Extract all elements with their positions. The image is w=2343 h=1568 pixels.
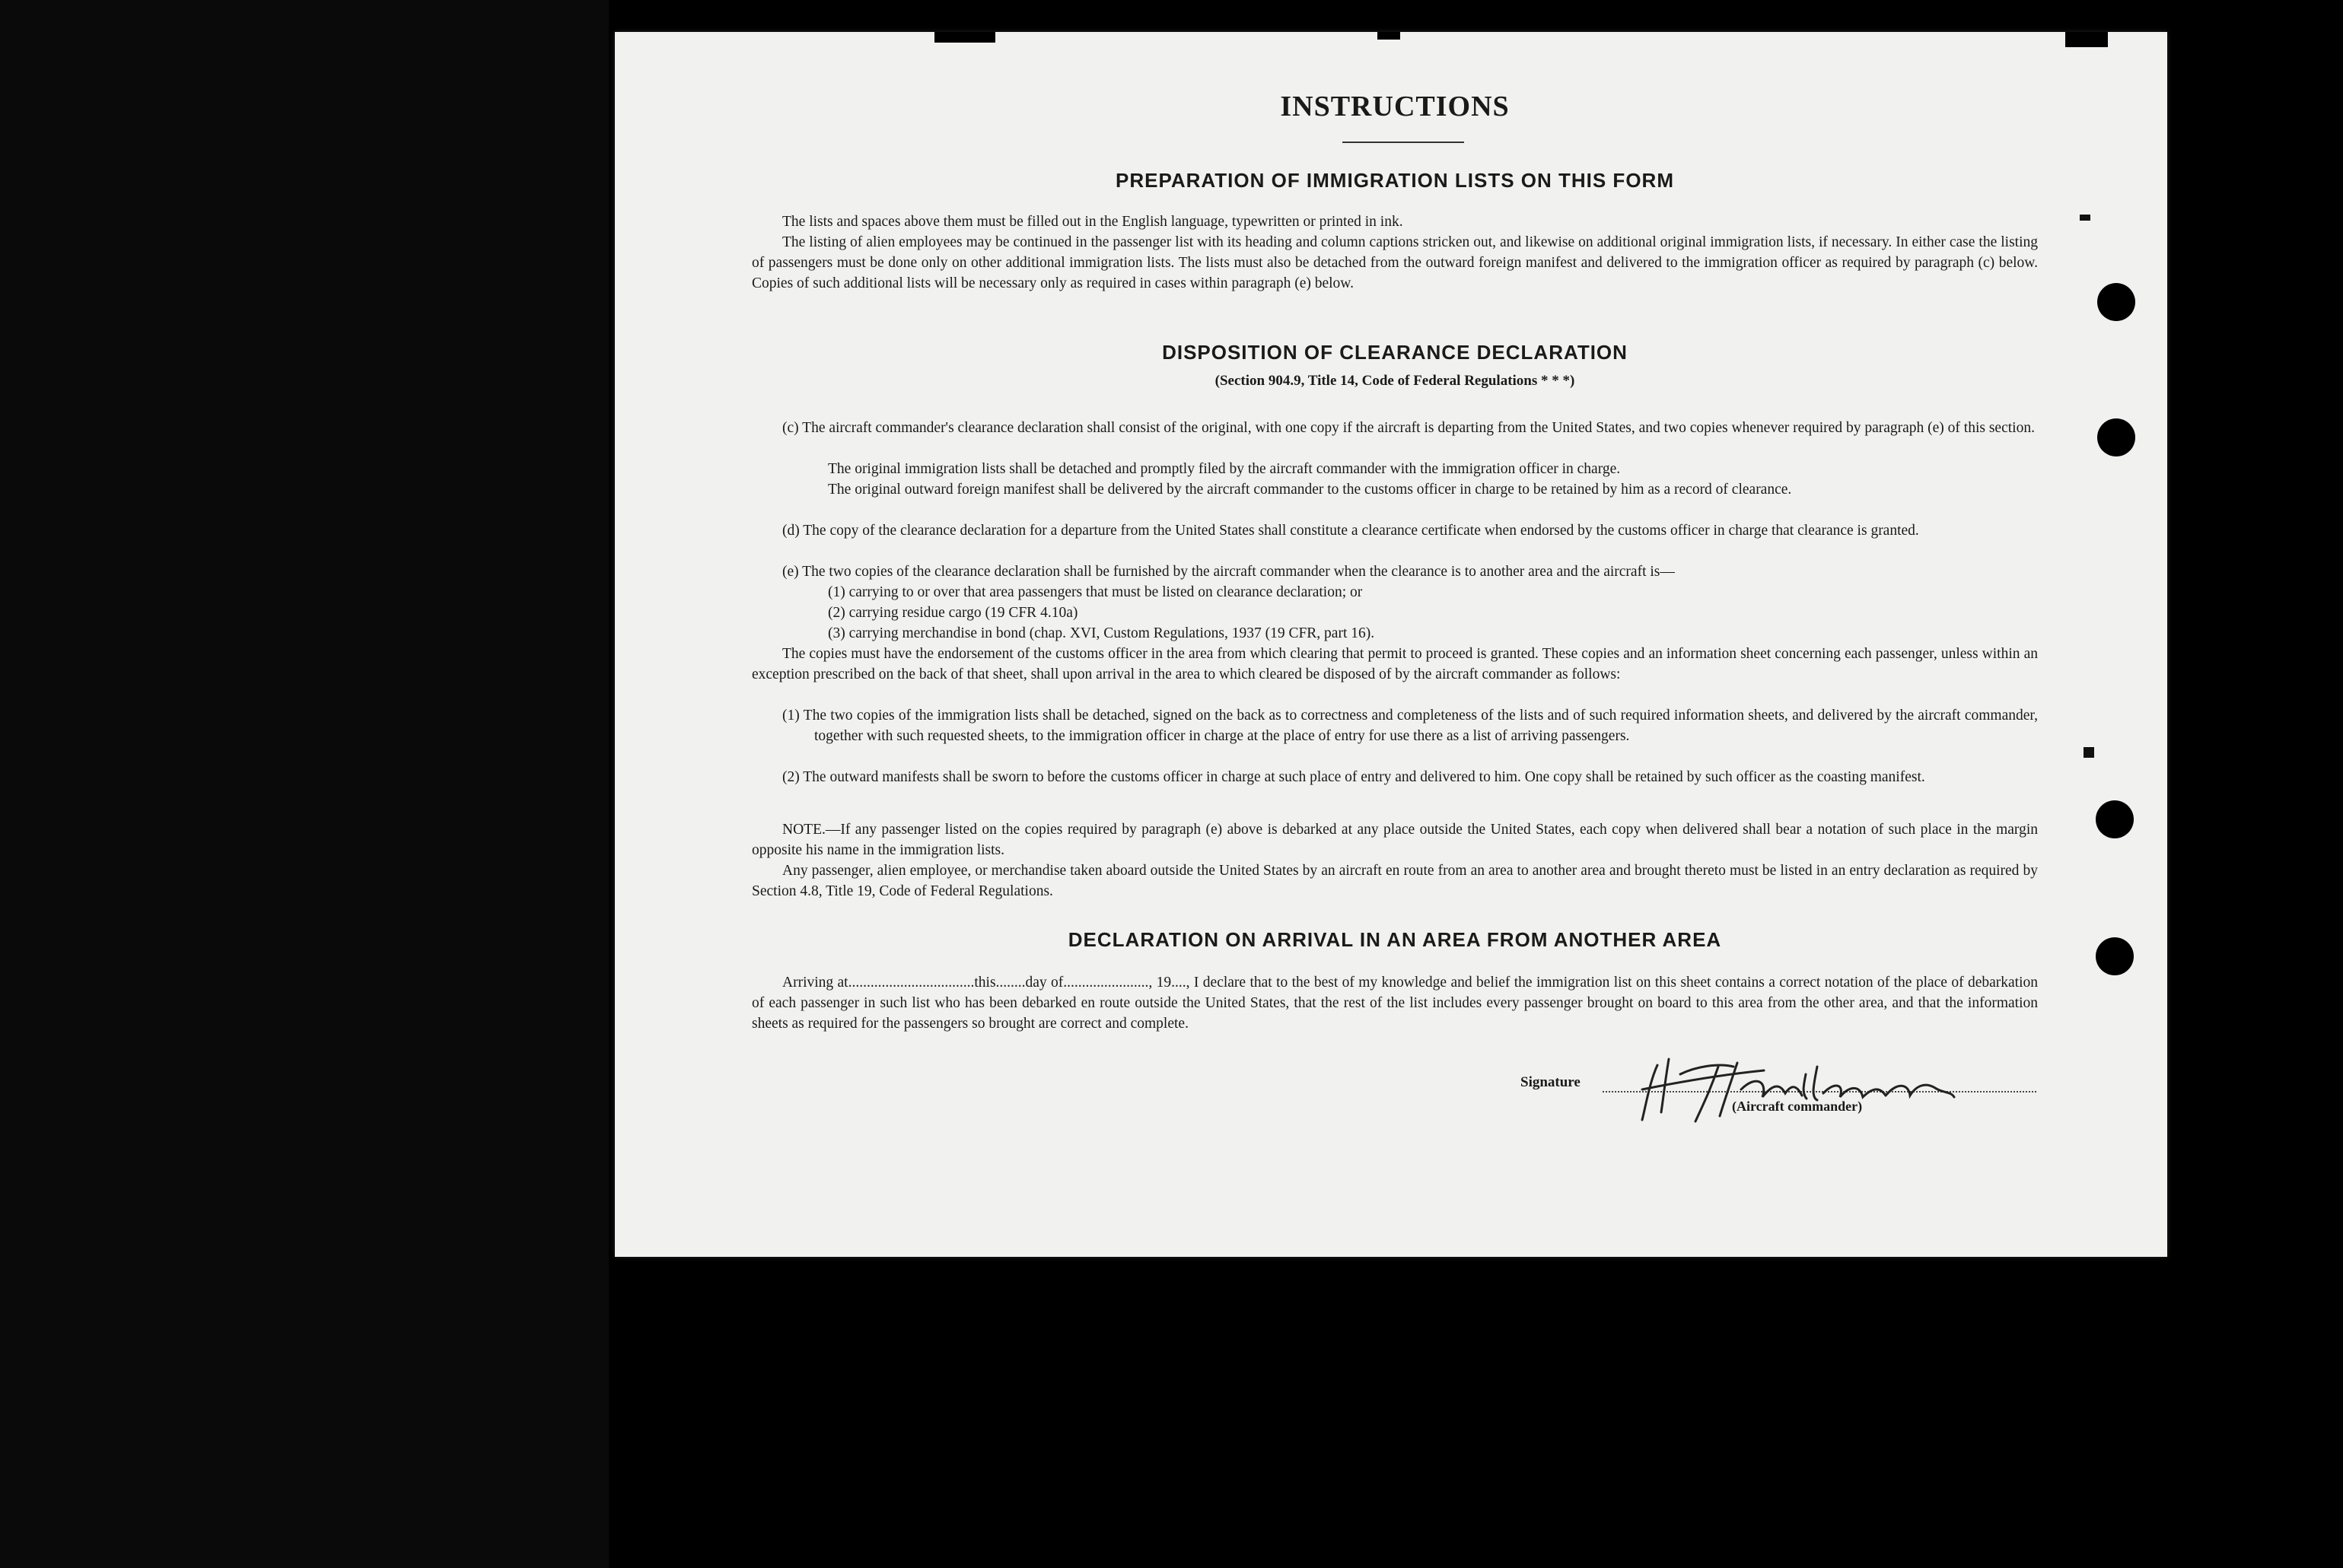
punch-hole xyxy=(2096,937,2134,975)
paragraph-any-passenger: Any passenger, alien employee, or merchandise taken aboard outside the United States by an aircraft en route from an area to another area and brought thereto must be listed in an entry declaration as required by Section 4.8, Title 19, Code of Federal Regulations. xyxy=(752,863,2038,899)
paragraph: The lists and spaces above them must be filled out in the English language, typewritten or printed in ink. xyxy=(782,214,1403,230)
paragraph-c-sub2: The original outward foreign manifest shall be delivered by the aircraft commander to the customs officer in charge to be retained by him as a record of clearance. xyxy=(828,482,1792,498)
declaration-text: Arriving at..................................this........day of......................., 19...., I declare that to the best of my knowledge and belief the immigration list on this sheet contains a correct notation of the place of debarkation of each passenger in such list who has been debarked en route outside the United States, that the rest of the list includes every passenger brought on board to this area from the other area, and that the information sheets as required for the passengers so brought are correct and complete. xyxy=(752,975,2038,1032)
paragraph-e: (e) The two copies of the clearance declaration shall be furnished by the aircraft commander when the clearance is to another area and the aircraft is— xyxy=(782,564,1675,580)
paragraph-d: (d) The copy of the clearance declaration for a departure from the United States shall constitute a clearance certificate when endorsed by the customs officer in charge that clearance is granted. xyxy=(782,523,1919,539)
list-item: (3) carrying merchandise in bond (chap. XVI, Custom Regulations, 1937 (19 CFR, part 16). xyxy=(828,625,1375,641)
edge-mark xyxy=(934,32,995,43)
paragraph-c: (c) The aircraft commander's clearance declaration shall consist of the original, with one copy if the aircraft is departing from the United States, and two copies whenever required by paragraph (e) of this section. xyxy=(782,420,2035,436)
section-heading-preparation: PREPARATION OF IMMIGRATION LISTS ON THIS FORM xyxy=(1116,169,1674,192)
section-heading-declaration: DECLARATION ON ARRIVAL IN AN AREA FROM ANOTHER AREA xyxy=(1068,928,1722,951)
punch-hole xyxy=(2097,283,2135,321)
document-sheet xyxy=(615,32,2167,1257)
edge-mark xyxy=(1377,32,1400,40)
film-background xyxy=(0,0,609,1568)
note: NOTE.—If any passenger listed on the copies required by paragraph (e) above is debarked at any place outside the United States, each copy when delivered shall bear a notation of such place in the margin opposite his name in the immigration lists. xyxy=(752,822,2038,858)
section-heading-disposition: DISPOSITION OF CLEARANCE DECLARATION xyxy=(1162,341,1628,364)
document-title: INSTRUCTIONS xyxy=(1280,91,1510,122)
edge-mark xyxy=(2065,32,2108,47)
punch-hole xyxy=(2097,418,2135,456)
punch-hole xyxy=(2096,800,2134,838)
list-item: (2) carrying residue cargo (19 CFR 4.10a) xyxy=(828,605,1078,621)
paragraph-c-sub1: The original immigration lists shall be detached and promptly filed by the aircraft commander with the immigration officer in charge. xyxy=(828,461,1621,477)
list-item: (1) carrying to or over that area passengers that must be listed on clearance declaration; or xyxy=(828,584,1363,600)
edge-mark xyxy=(2080,215,2090,221)
handwritten-signature xyxy=(1635,1051,2000,1127)
signature-caption: (Aircraft commander) xyxy=(1732,1099,1863,1114)
list-item: (2) The outward manifests shall be sworn to before the customs officer in charge at such place of entry and delivered to him. One copy shall be retained by such officer as the coasting manifest. xyxy=(782,769,1925,785)
paragraph: The listing of alien employees may be continued in the passenger list with its heading and column captions stricken out, and likewise on additional original immigration lists, if necessary. In either case the listing of passengers must be done only on other additional immigration lists. The lists must also be detached from the outward foreign manifest and delivered to the immigration officer as required by paragraph (c) below. Copies of such additional lists will be necessary only as required in cases within paragraph (e) below. xyxy=(752,234,2038,291)
signature-label: Signature xyxy=(1520,1074,1581,1090)
edge-mark xyxy=(2084,747,2094,758)
paragraph-copies: The copies must have the endorsement of the customs officer in the area from which clearing that permit to proceed is granted. These copies and an information sheet concerning each passenger, unless within an exception prescribed on the back of that sheet, shall upon arrival in the area to which cleared be disposed of by the aircraft commander as follows: xyxy=(752,646,2038,682)
citation: (Section 904.9, Title 14, Code of Federal Regulations * * *) xyxy=(1214,373,1575,389)
list-item: (1) The two copies of the immigration lists shall be detached, signed on the back as to correctness and completeness of the lists and of such required information sheets, and delivered by the aircraft commander, together with such requested sheets, to the immigration officer in charge at the place of entry for use there as a list of arriving passengers. xyxy=(782,708,2038,744)
title-rule xyxy=(1342,142,1464,143)
